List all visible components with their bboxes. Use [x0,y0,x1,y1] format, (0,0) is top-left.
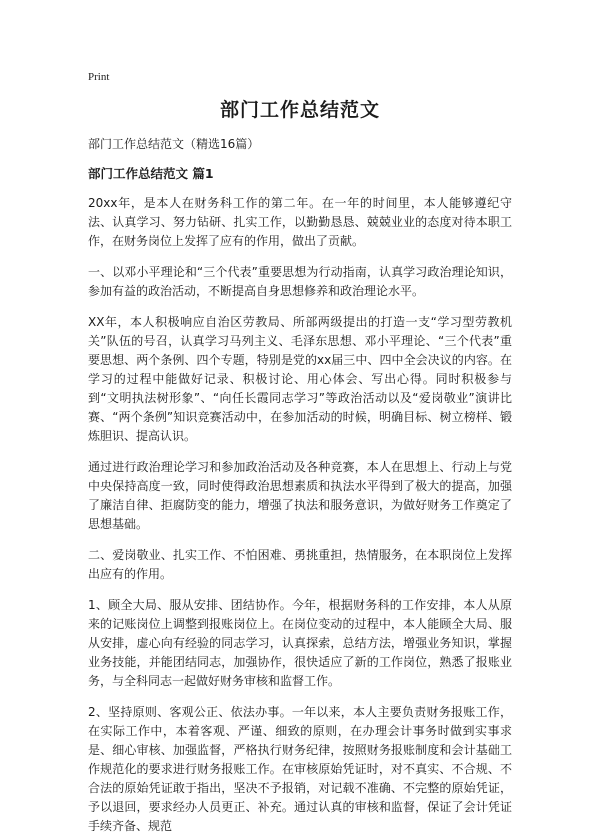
paragraph-point-one: 一、以邓小平理论和“三个代表”重要思想为行动指南，认真学习政治理论知识，参加有益的政治活动，不断提高自身思想修养和政治理论水平。 [88,265,512,298]
section-heading: 部门工作总结范文 篇1 [88,166,214,181]
paragraph-study: XX年，本人积极响应自治区劳教局、所部两级提出的打造一支“学习型劳教机关”队伍的号召，认真学习马列主义、毛泽东思想、邓小平理论、“三个代表”重要思想、两个条例、四个专题，特别是党的xx届三中、四中全会决议的内容。在学习的过程中能做好记录、积极讨论、用心体会、写出心得。同时积极参与到“文明执法树形象”、“向任长霞同志学习”等政治活动以及“爱岗敬业”演讲比赛、“两个条例”知识竞赛活动中，在参加活动的时候，明确目标、树立榜样、锻炼胆识、提高认识。 [88,315,512,443]
paragraph-intro: 20xx年，是本人在财务科工作的第二年。在一年的时间里，本人能够遵纪守法、认真学习、努力钻研、扎实工作，以勤勤恳恳、兢兢业业的态度对待本职工作，在财务岗位上发挥了应有的作用，做出了贡献。 [88,196,512,248]
paragraph-item-two: 2、坚持原则、客观公正、依法办事。一年以来，本人主要负责财务报账工作，在实际工作中，本着客观、严谨、细致的原则，在办理会计事务时做到实事求是、细心审核、加强监督，严格执行财务纪律，按照财务报账制度和会计基础工作规范化的要求进行财务报账工作。在审核原始凭证时，对不真实、不合规、不合法的原始凭证敢于指出，坚决不予报销，对记载不准确、不完整的原始凭证，予以退回，要求经办人员更正、补充。通过认真的审核和监督，保证了会计凭证手续齐备、规范 [88,705,512,833]
print-link[interactable]: Print [88,71,110,83]
document-subtitle: 部门工作总结范文（精选16篇） [88,137,260,151]
page-title: 部门工作总结范文 [219,99,380,121]
paragraph-point-two: 二、爱岗敬业、扎实工作、不怕困难、勇挑重担，热情服务，在本职岗位上发挥出应有的作用。 [88,548,512,581]
paragraph-results: 通过进行政治理论学习和参加政治活动及各种竞赛，本人在思想上、行动上与党中央保持高度一致，同时使得政治思想素质和执法水平得到了极大的提高，加强了廉洁自律、拒腐防变的能力，增强了执法和服务意识，为做好财务工作奠定了思想基础。 [88,460,512,531]
paragraph-item-one: 1、顾全大局、服从安排、团结协作。今年，根据财务科的工作安排，本人从原来的记账岗位上调整到报账岗位上。在岗位变动的过程中，本人能顾全大局、服从安排，虚心向有经验的同志学习，认真探索，总结方法，增强业务知识，掌握业务技能，并能团结同志，加强协作，很快适应了新的工作岗位，熟悉了报账业务，与全科同志一起做好财务审核和监督工作。 [88,598,512,688]
